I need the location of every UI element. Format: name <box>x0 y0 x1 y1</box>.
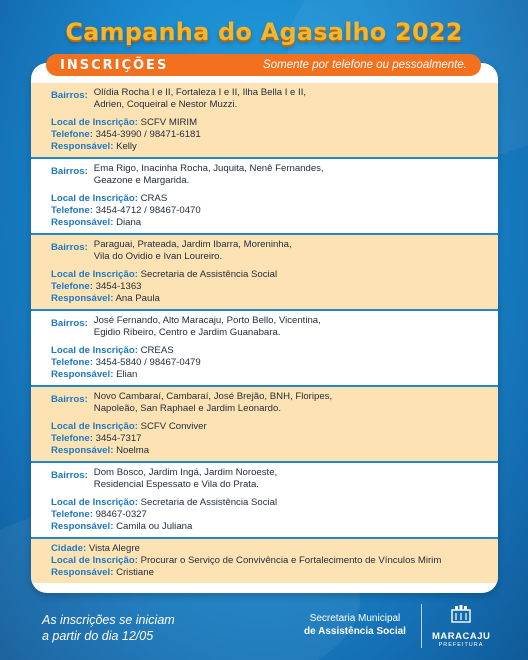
local-label: Local de Inscrição: <box>51 193 138 204</box>
local-label: Local de Inscrição: <box>51 345 138 356</box>
registration-entry <box>31 463 498 539</box>
logo-name: MARACAJU <box>432 631 491 642</box>
dept-line-2: de Assistência Social <box>304 626 406 637</box>
prefeitura-logo <box>432 604 490 648</box>
department-name <box>290 612 420 638</box>
responsavel-line <box>51 567 482 579</box>
local-value: CREAS <box>140 345 174 356</box>
bairros-block <box>51 87 482 111</box>
responsavel-value: Elian <box>116 369 138 380</box>
bairros-label: Bairros: <box>51 318 88 329</box>
registration-entry <box>31 311 498 387</box>
local-line <box>51 117 482 129</box>
bairros-line: Adrien, Coqueiral e Nestor Muzzi. <box>93 99 238 110</box>
banner-subtitle: Somente por telefone ou pessoalmente. <box>263 59 467 71</box>
telefone-line <box>51 509 482 521</box>
local-line <box>51 193 482 205</box>
bairros-text <box>94 391 394 415</box>
cidade-line <box>51 543 482 555</box>
registration-card <box>31 63 498 593</box>
bairros-label: Bairros: <box>51 470 88 481</box>
telefone-label: Telefone: <box>51 357 93 368</box>
responsavel-label: Responsável: <box>51 217 114 228</box>
start-date-note <box>42 612 175 644</box>
responsavel-label: Responsável: <box>51 567 114 578</box>
responsavel-line <box>51 141 482 153</box>
local-value: SCFV Conviver <box>140 421 207 432</box>
bairros-line: Residencial Espessato e Vila do Prata. <box>93 479 259 490</box>
bairros-block <box>51 315 482 339</box>
footer-divider <box>421 604 422 648</box>
telefone-value: 98467-0327 <box>95 509 147 520</box>
telefone-line <box>51 205 482 217</box>
responsavel-line <box>51 369 482 381</box>
local-label: Local de Inscrição: <box>51 555 138 566</box>
responsavel-label: Responsável: <box>51 141 114 152</box>
registration-list <box>31 83 498 583</box>
bairros-block <box>51 239 482 263</box>
bairros-block <box>51 163 482 187</box>
local-value: CRAS <box>140 193 168 204</box>
telefone-line <box>51 357 482 369</box>
registration-entry <box>31 235 498 311</box>
campaign-title: Campanha do Agasalho 2022 <box>65 18 463 46</box>
bairros-text <box>94 239 394 263</box>
cidade-value: Vista Alegre <box>88 543 140 554</box>
bairros-text <box>94 87 394 111</box>
telefone-value: 3454-5840 / 98467-0479 <box>95 357 201 368</box>
responsavel-line <box>51 293 482 305</box>
bairros-line: Ema Rigo, Inacinha Rocha, Juquita, Nenê Fernandes, <box>93 163 324 174</box>
bairros-label: Bairros: <box>51 394 88 405</box>
local-label: Local de Inscrição: <box>51 269 138 280</box>
bairros-label: Bairros: <box>51 166 88 177</box>
local-value: Procurar o Serviço de Convivência e Fortalecimento de Vínculos Mirim <box>140 555 442 566</box>
telefone-label: Telefone: <box>51 129 93 140</box>
inscricoes-banner <box>46 54 481 76</box>
local-value: SCFV MIRIM <box>140 117 198 128</box>
responsavel-line <box>51 521 482 533</box>
bairros-line: Geazone e Margarida. <box>93 175 190 186</box>
dept-line-1: Secretaria Municipal <box>309 613 401 624</box>
responsavel-value: Noelma <box>116 445 150 456</box>
local-value: Secretaria de Assistência Social <box>140 269 278 280</box>
note-line-2: a partir do dia 12/05 <box>42 629 154 643</box>
city-crest-icon <box>450 604 472 624</box>
logo-sub: PREFEITURA <box>438 642 484 648</box>
responsavel-value: Camila ou Juliana <box>116 521 193 532</box>
local-line <box>51 555 482 567</box>
registration-entry <box>31 83 498 159</box>
responsavel-value: Diana <box>116 217 142 228</box>
bairros-text <box>94 315 394 339</box>
local-label: Local de Inscrição: <box>51 117 138 128</box>
bairros-label: Bairros: <box>51 242 88 253</box>
telefone-label: Telefone: <box>51 509 93 520</box>
bairros-line: Napoleão, San Raphael e Jardim Leonardo. <box>93 403 282 414</box>
bairros-line: Novo Cambaraí, Cambaraí, José Brejão, BNH, Floripes, <box>93 391 333 402</box>
registration-entry <box>31 387 498 463</box>
responsavel-line <box>51 445 482 457</box>
local-line <box>51 497 482 509</box>
local-line <box>51 269 482 281</box>
local-line <box>51 421 482 433</box>
bairros-block <box>51 391 482 415</box>
bairros-line: Paraguai, Prateada, Jardim Ibarra, Moreninha, <box>93 239 292 250</box>
local-label: Local de Inscrição: <box>51 497 138 508</box>
responsavel-line <box>51 217 482 229</box>
bairros-text <box>94 163 394 187</box>
telefone-value: 3454-7317 <box>95 433 142 444</box>
responsavel-label: Responsável: <box>51 521 114 532</box>
bairros-block <box>51 467 482 491</box>
local-line <box>51 345 482 357</box>
telefone-label: Telefone: <box>51 281 93 292</box>
bairros-line: José Fernando, Alto Maracaju, Porto Bello, Vicentina, <box>93 315 321 326</box>
local-label: Local de Inscrição: <box>51 421 138 432</box>
responsavel-value: Cristiane <box>116 567 154 578</box>
telefone-label: Telefone: <box>51 205 93 216</box>
telefone-label: Telefone: <box>51 433 93 444</box>
telefone-value: 3454-1363 <box>95 281 142 292</box>
registration-entry <box>31 159 498 235</box>
responsavel-value: Kelly <box>116 141 137 152</box>
bairros-text <box>94 467 394 491</box>
bairros-label: Bairros: <box>51 90 88 101</box>
cidade-label: Cidade: <box>51 543 87 554</box>
responsavel-label: Responsável: <box>51 445 114 456</box>
bairros-line: Olídia Rocha I e II, Fortaleza I e II, Ilha Bella I e II, <box>93 87 307 98</box>
responsavel-value: Ana Paula <box>115 293 160 304</box>
telefone-line <box>51 281 482 293</box>
telefone-line <box>51 129 482 141</box>
responsavel-label: Responsável: <box>51 369 114 380</box>
bairros-line: Egidio Ribeiro, Centro e Jardim Guanabara. <box>93 327 281 338</box>
telefone-line <box>51 433 482 445</box>
telefone-value: 3454-4712 / 98467-0470 <box>95 205 201 216</box>
registration-entry-city <box>31 539 498 583</box>
bairros-line: Dom Bosco, Jardim Ingá, Jardim Noroeste, <box>93 467 278 478</box>
telefone-value: 3454-3990 / 98471-6181 <box>95 129 201 140</box>
responsavel-label: Responsável: <box>51 293 114 304</box>
note-line-1: As inscrições se iniciam <box>42 613 175 627</box>
bairros-line: Vila do Ovidio e Ivan Loureiro. <box>93 251 223 262</box>
local-value: Secretaria de Assistência Social <box>140 497 278 508</box>
banner-label: INSCRIÇÕES <box>60 57 169 73</box>
